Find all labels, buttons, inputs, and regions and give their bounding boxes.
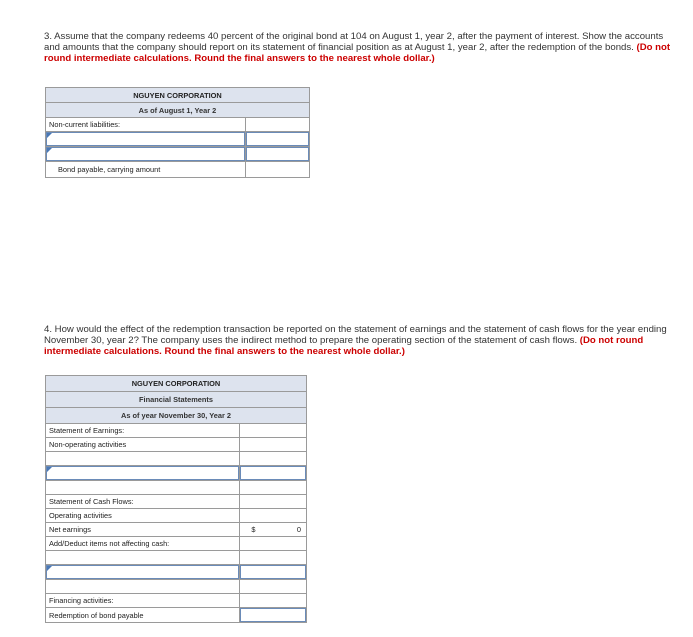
table2-spacer-2-amount <box>240 481 307 495</box>
table1-carrying-amount-value <box>246 162 310 178</box>
question-4-instruction: (Do not round intermediate calculations. Round the final answers to the nearest whole dollar.) <box>44 335 644 357</box>
table2-net-earnings-value: 0 <box>296 525 301 534</box>
table2-adjust-label: Add/Deduct items not affecting cash: <box>46 537 240 551</box>
table2-operating-label: Operating activities <box>46 509 240 523</box>
table1-date-header: As of August 1, Year 2 <box>46 103 310 118</box>
financial-position-table <box>45 87 310 178</box>
financial-statements-table <box>45 375 307 623</box>
question-3-body: 3. Assume that the company redeems 40 percent of the original bond at 104 on August 1, year 2, after the payment of interest. Show the accounts and amounts that the company should report on its statement of financial position as at August 1, year 2, after the redemption of the bonds. <box>44 31 664 53</box>
table1-account-select-2[interactable] <box>46 147 246 162</box>
table2-adjust-account-select[interactable] <box>46 565 240 580</box>
table2-date-header: As of year November 30, Year 2 <box>46 408 307 424</box>
table2-nonop-amount <box>240 438 307 452</box>
table2-financing-amount <box>240 594 307 608</box>
table2-spacer-4 <box>46 580 240 594</box>
table2-company-header: NGUYEN CORPORATION <box>46 376 307 392</box>
table2-spacer-1 <box>46 452 240 466</box>
table2-cashflows-amount <box>240 495 307 509</box>
table1-amount-input-2[interactable] <box>246 147 310 162</box>
table2-spacer-3 <box>46 551 240 565</box>
table1-account-select-1[interactable] <box>46 132 246 147</box>
question-3-instruction: (Do not round intermediate calculations. Round the final answers to the nearest whole dollar.) <box>44 42 671 64</box>
table2-spacer-3-amount <box>240 551 307 565</box>
table2-adjust-amount-input[interactable] <box>240 565 307 580</box>
table2-net-earnings-label: Net earnings <box>46 523 240 537</box>
table2-operating-amount <box>240 509 307 523</box>
question-4-text <box>44 324 672 357</box>
table1-company-header: NGUYEN CORPORATION <box>46 88 310 103</box>
table1-noncurrent-label: Non-current liabilities: <box>46 118 246 132</box>
question-4-body: 4. How would the effect of the redemption transaction be reported on the statement of earnings and the statement of cash flows for the year ending November 30, year 2? The company uses the indirect method to prepare the operating section of the statement of cash flows. <box>44 324 667 346</box>
table2-earnings-amount <box>240 424 307 438</box>
question-3-text <box>44 31 672 64</box>
table1-carrying-amount-label: Bond payable, carrying amount <box>46 162 246 178</box>
table2-subtitle-header: Financial Statements <box>46 392 307 408</box>
table2-financing-label: Financing activities: <box>46 594 240 608</box>
table2-spacer-1-amount <box>240 452 307 466</box>
table2-nonop-label: Non-operating activities <box>46 438 240 452</box>
table2-net-earnings-cell <box>240 523 307 537</box>
table2-redemption-amount-input[interactable] <box>240 608 307 623</box>
table2-redemption-label: Redemption of bond payable <box>46 608 240 623</box>
table2-nonop-account-select[interactable] <box>46 466 240 481</box>
table2-net-earnings-currency: $ <box>251 525 256 534</box>
table2-nonop-amount-input[interactable] <box>240 466 307 481</box>
table2-spacer-2 <box>46 481 240 495</box>
table2-spacer-4-amount <box>240 580 307 594</box>
table2-earnings-label: Statement of Earnings: <box>46 424 240 438</box>
table2-adjust-amount <box>240 537 307 551</box>
table1-amount-input-1[interactable] <box>246 132 310 147</box>
table2-cashflows-label: Statement of Cash Flows: <box>46 495 240 509</box>
table1-noncurrent-amount <box>246 118 310 132</box>
